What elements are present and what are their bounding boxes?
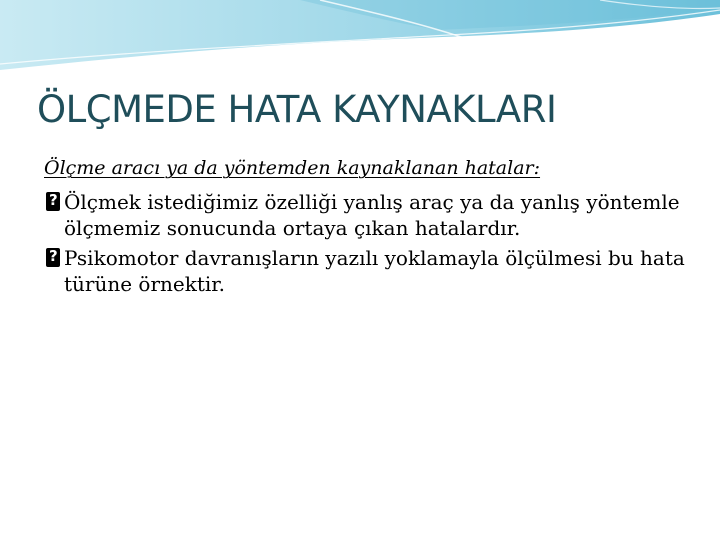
slide-title: ÖLÇMEDE HATA KAYNAKLARI — [37, 88, 557, 131]
bullet-text: Ölçmek istediğimiz özelliği yanlış araç ya da yanlış yöntemle ölçmemiz sonucunda ortaya çıkan hatalardır. — [64, 189, 680, 240]
missing-glyph-icon — [46, 192, 60, 211]
bullet-item — [44, 245, 704, 297]
slide-content — [44, 156, 704, 301]
bullet-text: Psikomotor davranışların yazılı yoklamayla ölçülmesi bu hata türüne örnektir. — [64, 245, 685, 296]
section-subheading: Ölçme aracı ya da yöntemden kaynaklanan hatalar: — [44, 157, 541, 179]
missing-glyph-icon — [46, 248, 60, 267]
bullet-item — [44, 189, 704, 241]
header-wave-decoration — [0, 0, 720, 90]
